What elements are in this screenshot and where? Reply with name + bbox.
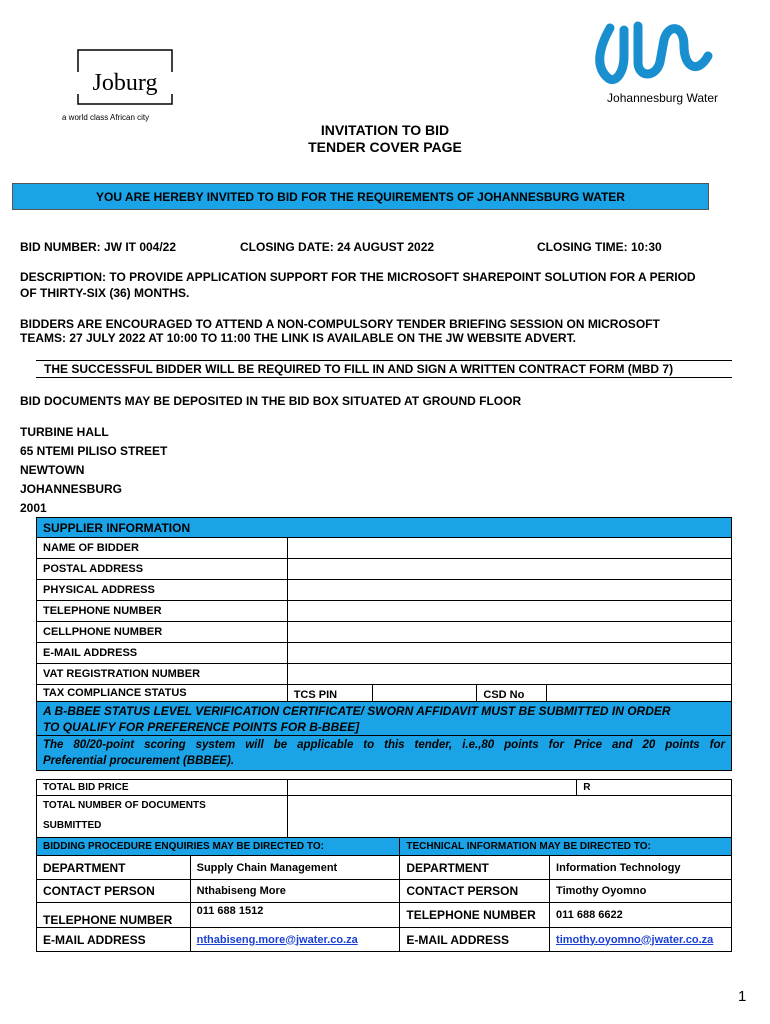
bbbee-notice-line-1: A B-BBEE STATUS LEVEL VERIFICATION CERTIFICATE/ SWORN AFFIDAVIT MUST BE SUBMITTED IN ORDER	[43, 704, 671, 718]
csd-no-label: CSD No	[477, 685, 547, 702]
contract-note: THE SUCCESSFUL BIDDER WILL BE REQUIRED TO FILL IN AND SIGN A WRITTEN CONTRACT FORM (MBD 7)	[36, 360, 732, 378]
briefing-line-2: TEAMS: 27 JULY 2022 AT 10:00 TO 11:00 THE LINK IS AVAILABLE ON THE JW WEBSITE ADVERT.	[20, 331, 576, 345]
title-line-1: INVITATION TO BID	[320, 122, 450, 138]
totals-table	[36, 779, 732, 838]
total-docs-label	[37, 796, 288, 838]
contacts-table	[36, 837, 732, 952]
description-line-2: OF THIRTY-SIX (36) MONTHS.	[20, 286, 190, 300]
bbbee-notice	[37, 702, 732, 736]
field-input[interactable]	[287, 622, 731, 643]
total-docs-input[interactable]	[287, 796, 731, 838]
description-line-1: DESCRIPTION: TO PROVIDE APPLICATION SUPPORT FOR THE MICROSOFT SHAREPOINT SOLUTION FOR A PERIOD	[20, 270, 696, 284]
field-label: NAME OF BIDDER	[37, 538, 288, 559]
contact-person-label: CONTACT PERSON	[37, 880, 191, 903]
joburg-logo-mark	[60, 42, 190, 124]
title-line-2: TENDER COVER PAGE	[308, 139, 462, 155]
tax-status-label: TAX COMPLIANCE STATUS	[37, 685, 288, 702]
scoring-line-2: Preferential procurement (BBBEE).	[43, 755, 235, 767]
scoring-notice	[37, 736, 732, 771]
supplier-info-table	[36, 517, 732, 771]
technical-department: Information Technology	[550, 856, 732, 880]
procedure-email-cell	[190, 928, 400, 952]
department-label: DEPARTMENT	[37, 856, 191, 880]
scoring-line-1: The 80/20-point scoring system will be applicable to this tender, i.e.,80 points for Price and 20 points for	[43, 739, 725, 751]
supplier-header: SUPPLIER INFORMATION	[37, 518, 732, 538]
field-input[interactable]	[287, 580, 731, 601]
page-number: 1	[738, 988, 747, 1005]
invite-banner: YOU ARE HEREBY INVITED TO BID FOR THE REQUIREMENTS OF JOHANNESBURG WATER	[12, 183, 709, 210]
johannesburg-water-logo	[580, 16, 720, 108]
total-bid-price-spacer	[287, 780, 577, 796]
technical-contact-person: Timothy Oyomno	[550, 880, 732, 903]
jw-name: Johannesburg Water	[607, 91, 718, 105]
field-input[interactable]	[287, 643, 731, 664]
joburg-wordmark: Joburg	[92, 70, 158, 96]
address-line: 2001	[20, 501, 47, 515]
field-input[interactable]	[287, 601, 731, 622]
field-input[interactable]	[287, 664, 731, 685]
briefing-line-1: BIDDERS ARE ENCOURAGED TO ATTEND A NON-COMPULSORY TENDER BRIEFING SESSION ON MICROSOFT	[20, 317, 660, 331]
closing-time: CLOSING TIME: 10:30	[537, 240, 662, 254]
deposit-note: BID DOCUMENTS MAY BE DEPOSITED IN THE BID BOX SITUATED AT GROUND FLOOR	[20, 394, 522, 408]
bid-number: BID NUMBER: JW IT 004/22	[20, 240, 177, 254]
csd-no-input[interactable]	[547, 685, 732, 702]
joburg-tagline: a world class African city	[62, 113, 150, 122]
telephone-label: TELEPHONE NUMBER	[37, 903, 191, 928]
contact-person-label: CONTACT PERSON	[400, 880, 550, 903]
department-label: DEPARTMENT	[400, 856, 550, 880]
field-label: CELLPHONE NUMBER	[37, 622, 288, 643]
address-line: JOHANNESBURG	[20, 482, 123, 496]
technical-email-link[interactable]: timothy.oyomno@jwater.co.za	[556, 933, 714, 946]
address-line: TURBINE HALL	[20, 425, 109, 439]
field-label: VAT REGISTRATION NUMBER	[37, 664, 288, 685]
field-input[interactable]	[287, 538, 731, 559]
technical-email-cell	[550, 928, 732, 952]
total-bid-price-input[interactable]: R	[577, 780, 732, 796]
technical-header: TECHNICAL INFORMATION MAY BE DIRECTED TO:	[400, 838, 732, 856]
email-label: E-MAIL ADDRESS	[400, 928, 550, 952]
closing-date: CLOSING DATE: 24 AUGUST 2022	[240, 240, 435, 254]
telephone-label: TELEPHONE NUMBER	[400, 903, 550, 928]
address-line: NEWTOWN	[20, 463, 85, 477]
joburg-logo	[60, 42, 190, 124]
technical-telephone: 011 688 6622	[550, 903, 732, 928]
total-docs-line-2: SUBMITTED	[43, 820, 102, 831]
tcs-pin-input[interactable]	[372, 685, 477, 702]
field-input[interactable]	[287, 559, 731, 580]
tcs-pin-label: TCS PIN	[287, 685, 372, 702]
procedure-email-link[interactable]: nthabiseng.more@jwater.co.za	[196, 933, 358, 946]
procedure-contact-person: Nthabiseng More	[190, 880, 400, 903]
procedure-header: BIDDING PROCEDURE ENQUIRIES MAY BE DIRECTED TO:	[37, 838, 400, 856]
field-label: TELEPHONE NUMBER	[37, 601, 288, 622]
total-docs-line-1: TOTAL NUMBER OF DOCUMENTS	[43, 800, 206, 811]
total-bid-price-label: TOTAL BID PRICE	[37, 780, 288, 796]
jw-logo-mark	[580, 16, 720, 108]
field-label: PHYSICAL ADDRESS	[37, 580, 288, 601]
procedure-telephone: 011 688 1512	[190, 903, 400, 928]
bbbee-notice-line-2: TO QUALIFY FOR PREFERENCE POINTS FOR B-BBEE]	[43, 720, 360, 734]
procedure-department: Supply Chain Management	[190, 856, 400, 880]
email-label: E-MAIL ADDRESS	[37, 928, 191, 952]
field-label: E-MAIL ADDRESS	[37, 643, 288, 664]
address-line: 65 NTEMI PILISO STREET	[20, 444, 168, 458]
field-label: POSTAL ADDRESS	[37, 559, 288, 580]
